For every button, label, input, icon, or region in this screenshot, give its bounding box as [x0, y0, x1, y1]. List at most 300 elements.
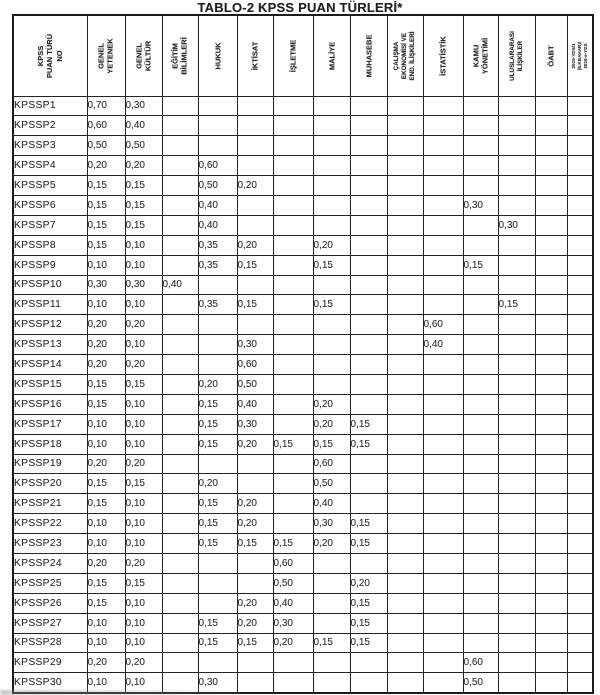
score-cell: 0,15: [125, 215, 162, 235]
score-cell: 0,20: [313, 394, 350, 414]
row-label: KPSSP30: [13, 673, 87, 693]
score-cell: [387, 474, 423, 494]
row-label: KPSSP2: [13, 116, 87, 136]
score-cell: [535, 156, 567, 176]
score-cell: [498, 195, 535, 215]
score-cell: [463, 374, 498, 394]
score-cell: [350, 96, 387, 116]
score-cell: [350, 275, 387, 295]
score-cell: 0,20: [87, 653, 125, 673]
score-cell: [535, 295, 567, 315]
score-cell: [198, 136, 237, 156]
score-cell: [423, 454, 463, 474]
score-cell: 0,10: [125, 494, 162, 514]
score-cell: 0,15: [198, 434, 237, 454]
score-cell: [535, 534, 567, 554]
score-cell: [350, 374, 387, 394]
score-cell: [162, 573, 198, 593]
score-cell: 0,20: [125, 653, 162, 673]
score-cell: [423, 195, 463, 215]
score-cell: [387, 494, 423, 514]
score-cell: [387, 235, 423, 255]
score-cell: [387, 295, 423, 315]
score-cell: [498, 593, 535, 613]
score-cell: [567, 474, 593, 494]
score-cell: [567, 593, 593, 613]
score-cell: [198, 116, 237, 136]
score-cell: [387, 335, 423, 355]
score-cell: [567, 116, 593, 136]
score-cell: 0,50: [125, 136, 162, 156]
score-cell: [162, 394, 198, 414]
score-cell: 0,15: [313, 295, 350, 315]
score-cell: 0,30: [273, 613, 313, 633]
score-cell: [535, 116, 567, 136]
score-cell: [350, 255, 387, 275]
score-cell: 0,15: [237, 295, 273, 315]
score-cell: [387, 454, 423, 474]
score-cell: 0,20: [87, 355, 125, 375]
score-cell: [535, 514, 567, 534]
score-cell: [423, 633, 463, 653]
score-cell: [237, 454, 273, 474]
score-cell: 0,15: [350, 593, 387, 613]
score-cell: [535, 434, 567, 454]
score-cell: [535, 235, 567, 255]
table-row: [13, 96, 593, 116]
score-cell: [498, 374, 535, 394]
score-cell: [535, 653, 567, 673]
score-cell: 0,15: [87, 474, 125, 494]
col-header-istatistik: [423, 15, 463, 96]
score-cell: [567, 355, 593, 375]
row-label: KPSSP22: [13, 514, 87, 534]
score-cell: [387, 593, 423, 613]
score-cell: [498, 494, 535, 514]
score-cell: [237, 136, 273, 156]
score-cell: 0,20: [87, 156, 125, 176]
score-cell: [273, 514, 313, 534]
score-cell: [313, 136, 350, 156]
score-cell: 0,20: [87, 335, 125, 355]
score-cell: 0,10: [87, 673, 125, 693]
score-cell: [498, 116, 535, 136]
score-cell: [567, 136, 593, 156]
table-row: [13, 593, 593, 613]
table-row: [13, 414, 593, 434]
score-cell: [273, 235, 313, 255]
score-cell: [567, 215, 593, 235]
score-cell: [313, 593, 350, 613]
col-header-genel-kultur: [125, 15, 162, 96]
score-cell: [423, 673, 463, 693]
table-row: [13, 474, 593, 494]
score-cell: [273, 255, 313, 275]
score-cell: [273, 295, 313, 315]
score-cell: [423, 275, 463, 295]
score-cell: [350, 136, 387, 156]
score-cell: 0,20: [125, 315, 162, 335]
score-cell: [237, 315, 273, 335]
score-cell: [162, 414, 198, 434]
score-cell: 0,20: [87, 315, 125, 335]
score-cell: [535, 633, 567, 653]
score-cell: [162, 633, 198, 653]
score-cell: [463, 494, 498, 514]
score-cell: 0,20: [125, 156, 162, 176]
score-cell: [567, 96, 593, 116]
kpss-score-table: [12, 14, 594, 694]
table-body: [13, 96, 593, 693]
score-cell: [535, 355, 567, 375]
score-cell: [313, 335, 350, 355]
score-cell: [162, 315, 198, 335]
score-cell: [273, 215, 313, 235]
score-cell: [498, 514, 535, 534]
score-cell: 0,35: [198, 235, 237, 255]
score-cell: 0,40: [198, 195, 237, 215]
score-cell: [198, 653, 237, 673]
score-cell: [463, 315, 498, 335]
score-cell: [313, 116, 350, 136]
score-cell: 0,15: [87, 573, 125, 593]
score-cell: [350, 454, 387, 474]
score-cell: [313, 215, 350, 235]
score-cell: 0,15: [198, 494, 237, 514]
score-cell: [273, 355, 313, 375]
col-header-label: HUKUK: [212, 42, 222, 70]
score-cell: [313, 613, 350, 633]
score-cell: 0,40: [423, 335, 463, 355]
score-cell: [498, 335, 535, 355]
score-cell: [198, 275, 237, 295]
score-cell: 0,10: [87, 255, 125, 275]
table-row: [13, 315, 593, 335]
score-cell: [567, 534, 593, 554]
table-row: [13, 494, 593, 514]
score-cell: 0,10: [125, 394, 162, 414]
score-cell: 0,15: [125, 474, 162, 494]
score-cell: [350, 494, 387, 514]
score-cell: 0,15: [125, 573, 162, 593]
score-cell: [350, 355, 387, 375]
score-cell: [273, 374, 313, 394]
score-cell: 0,20: [237, 514, 273, 534]
score-cell: [237, 96, 273, 116]
score-cell: [313, 156, 350, 176]
score-cell: 0,15: [463, 255, 498, 275]
score-cell: 0,15: [237, 534, 273, 554]
score-cell: 0,30: [198, 673, 237, 693]
score-cell: [498, 315, 535, 335]
score-cell: [423, 514, 463, 534]
score-cell: 0,60: [87, 116, 125, 136]
score-cell: 0,30: [125, 275, 162, 295]
score-cell: [387, 215, 423, 235]
table-title: TABLO-2 KPSS PUAN TÜRLERİ*: [197, 0, 403, 15]
score-cell: [535, 315, 567, 335]
table-row: [13, 176, 593, 196]
score-cell: 0,15: [350, 434, 387, 454]
score-cell: [423, 494, 463, 514]
table-row: [13, 255, 593, 275]
score-cell: [423, 215, 463, 235]
score-cell: [498, 156, 535, 176]
row-label: KPSSP25: [13, 573, 87, 593]
score-cell: [162, 514, 198, 534]
score-cell: 0,10: [87, 534, 125, 554]
score-cell: 0,30: [87, 275, 125, 295]
score-cell: 0,20: [237, 593, 273, 613]
score-cell: [273, 116, 313, 136]
table-row: [13, 275, 593, 295]
table-row: [13, 215, 593, 235]
score-cell: 0,10: [125, 295, 162, 315]
score-cell: [423, 553, 463, 573]
score-cell: [535, 454, 567, 474]
col-header-label: ÖABT: [546, 45, 556, 67]
score-cell: [535, 275, 567, 295]
score-cell: [273, 474, 313, 494]
score-cell: [567, 434, 593, 454]
score-cell: 0,50: [87, 136, 125, 156]
score-cell: [162, 116, 198, 136]
score-cell: [350, 235, 387, 255]
score-cell: [423, 176, 463, 196]
score-cell: 0,15: [350, 414, 387, 434]
score-cell: [535, 673, 567, 693]
score-cell: [423, 116, 463, 136]
score-cell: [567, 673, 593, 693]
score-cell: [350, 215, 387, 235]
row-label: KPSSP28: [13, 633, 87, 653]
score-cell: [567, 573, 593, 593]
score-cell: [313, 374, 350, 394]
score-cell: [567, 633, 593, 653]
score-cell: 0,20: [198, 474, 237, 494]
score-cell: [423, 136, 463, 156]
score-cell: 0,35: [198, 255, 237, 275]
score-cell: [237, 573, 273, 593]
score-cell: 0,35: [198, 295, 237, 315]
score-cell: [535, 96, 567, 116]
score-cell: 0,10: [125, 613, 162, 633]
score-cell: [463, 633, 498, 653]
score-cell: 0,15: [237, 255, 273, 275]
table-row: [13, 295, 593, 315]
score-cell: [162, 613, 198, 633]
score-cell: [535, 573, 567, 593]
table-row: [13, 355, 593, 375]
score-cell: 0,10: [87, 414, 125, 434]
score-cell: [463, 394, 498, 414]
score-cell: [423, 394, 463, 414]
score-cell: 0,15: [87, 394, 125, 414]
score-cell: [463, 553, 498, 573]
score-cell: [463, 176, 498, 196]
table-row: [13, 394, 593, 414]
score-cell: [535, 195, 567, 215]
score-cell: [535, 176, 567, 196]
score-cell: [463, 534, 498, 554]
score-cell: [567, 553, 593, 573]
col-header-uluslararasi-iliskiler: [498, 15, 535, 96]
score-cell: [273, 653, 313, 673]
score-cell: [350, 116, 387, 136]
score-cell: [273, 195, 313, 215]
score-cell: [313, 195, 350, 215]
col-header-label: ÇALIŞMA EKONOMİSİ VE END. İLİŞKİLERİ: [393, 31, 416, 81]
score-cell: [387, 514, 423, 534]
score-cell: [387, 96, 423, 116]
score-cell: [162, 553, 198, 573]
score-cell: [313, 355, 350, 375]
row-label: KPSSP27: [13, 613, 87, 633]
score-cell: [273, 315, 313, 335]
score-cell: [198, 96, 237, 116]
score-cell: 0,15: [87, 195, 125, 215]
score-cell: [350, 315, 387, 335]
score-cell: [498, 454, 535, 474]
score-cell: 0,15: [498, 295, 535, 315]
score-cell: [162, 653, 198, 673]
score-cell: [387, 653, 423, 673]
score-cell: [198, 593, 237, 613]
score-cell: 0,10: [87, 633, 125, 653]
score-cell: [162, 474, 198, 494]
col-header-label: GENEL YETENEK: [96, 38, 115, 74]
score-cell: [387, 613, 423, 633]
score-cell: [423, 355, 463, 375]
score-cell: 0,50: [273, 573, 313, 593]
score-cell: [313, 275, 350, 295]
table-row: [13, 374, 593, 394]
score-cell: [423, 255, 463, 275]
score-cell: [498, 673, 535, 693]
score-cell: [198, 335, 237, 355]
score-cell: 0,40: [273, 593, 313, 613]
score-cell: [567, 374, 593, 394]
table-row: [13, 335, 593, 355]
score-cell: [498, 414, 535, 434]
score-cell: 0,15: [350, 514, 387, 534]
score-cell: [387, 573, 423, 593]
score-cell: [273, 136, 313, 156]
score-cell: 0,15: [87, 374, 125, 394]
score-cell: [162, 454, 198, 474]
score-cell: [423, 573, 463, 593]
score-cell: 0,60: [423, 315, 463, 335]
col-header-calisma-ekonomisi-ve-end-iliskileri: [387, 15, 423, 96]
col-header-label: İSTATİSTİK: [438, 35, 448, 76]
score-cell: [567, 295, 593, 315]
score-cell: [313, 315, 350, 335]
score-cell: [162, 295, 198, 315]
score-cell: [237, 553, 273, 573]
score-cell: [498, 235, 535, 255]
cutoff-footnote-smudge: [0, 690, 240, 695]
col-header-egitim-bilimleri: [162, 15, 198, 96]
score-cell: 0,70: [87, 96, 125, 116]
score-cell: [498, 434, 535, 454]
score-cell: [350, 553, 387, 573]
score-cell: [567, 394, 593, 414]
score-cell: [423, 414, 463, 434]
col-header-kpss-puan-turu-no: [13, 15, 87, 96]
score-cell: 0,30: [463, 195, 498, 215]
score-cell: [463, 235, 498, 255]
score-cell: 0,10: [125, 593, 162, 613]
score-cell: 0,60: [273, 553, 313, 573]
score-cell: [237, 195, 273, 215]
score-cell: 0,20: [237, 176, 273, 196]
score-cell: 0,15: [198, 633, 237, 653]
score-cell: [273, 275, 313, 295]
row-label: KPSSP11: [13, 295, 87, 315]
score-cell: [463, 295, 498, 315]
score-cell: 0,10: [125, 633, 162, 653]
row-label: KPSSP10: [13, 275, 87, 295]
score-cell: 0,20: [313, 534, 350, 554]
score-cell: [498, 96, 535, 116]
col-header-genel-yetenek: [87, 15, 125, 96]
table-row: [13, 156, 593, 176]
row-label: KPSSP18: [13, 434, 87, 454]
score-cell: [567, 454, 593, 474]
score-cell: [498, 573, 535, 593]
col-header-label: KAMU YÖNETİMİ: [471, 37, 490, 74]
score-cell: [535, 613, 567, 633]
score-cell: [463, 275, 498, 295]
score-cell: [350, 653, 387, 673]
table-row: [13, 534, 593, 554]
table-row: [13, 514, 593, 534]
score-cell: [237, 653, 273, 673]
score-cell: [162, 494, 198, 514]
row-label: KPSSP24: [13, 553, 87, 573]
score-cell: 0,60: [198, 156, 237, 176]
score-cell: [162, 434, 198, 454]
score-cell: [350, 673, 387, 693]
score-cell: [350, 335, 387, 355]
score-cell: [463, 96, 498, 116]
score-cell: [498, 136, 535, 156]
score-cell: 0,15: [313, 434, 350, 454]
score-cell: [463, 514, 498, 534]
col-header-label: MALİYE: [326, 41, 336, 70]
score-cell: [350, 474, 387, 494]
row-label: KPSSP1: [13, 96, 87, 116]
row-label: KPSSP6: [13, 195, 87, 215]
score-cell: [162, 335, 198, 355]
score-cell: 0,20: [198, 374, 237, 394]
col-header-label: İŞLETME: [288, 39, 298, 73]
score-cell: 0,15: [237, 633, 273, 653]
score-cell: 0,10: [87, 295, 125, 315]
score-cell: [535, 255, 567, 275]
score-cell: [567, 494, 593, 514]
score-cell: [567, 235, 593, 255]
score-cell: 0,20: [125, 553, 162, 573]
score-cell: [463, 474, 498, 494]
score-cell: [313, 176, 350, 196]
table-row: [13, 633, 593, 653]
table-row: [13, 553, 593, 573]
score-cell: [162, 215, 198, 235]
score-cell: [162, 593, 198, 613]
score-cell: [423, 653, 463, 673]
score-cell: 0,10: [125, 414, 162, 434]
